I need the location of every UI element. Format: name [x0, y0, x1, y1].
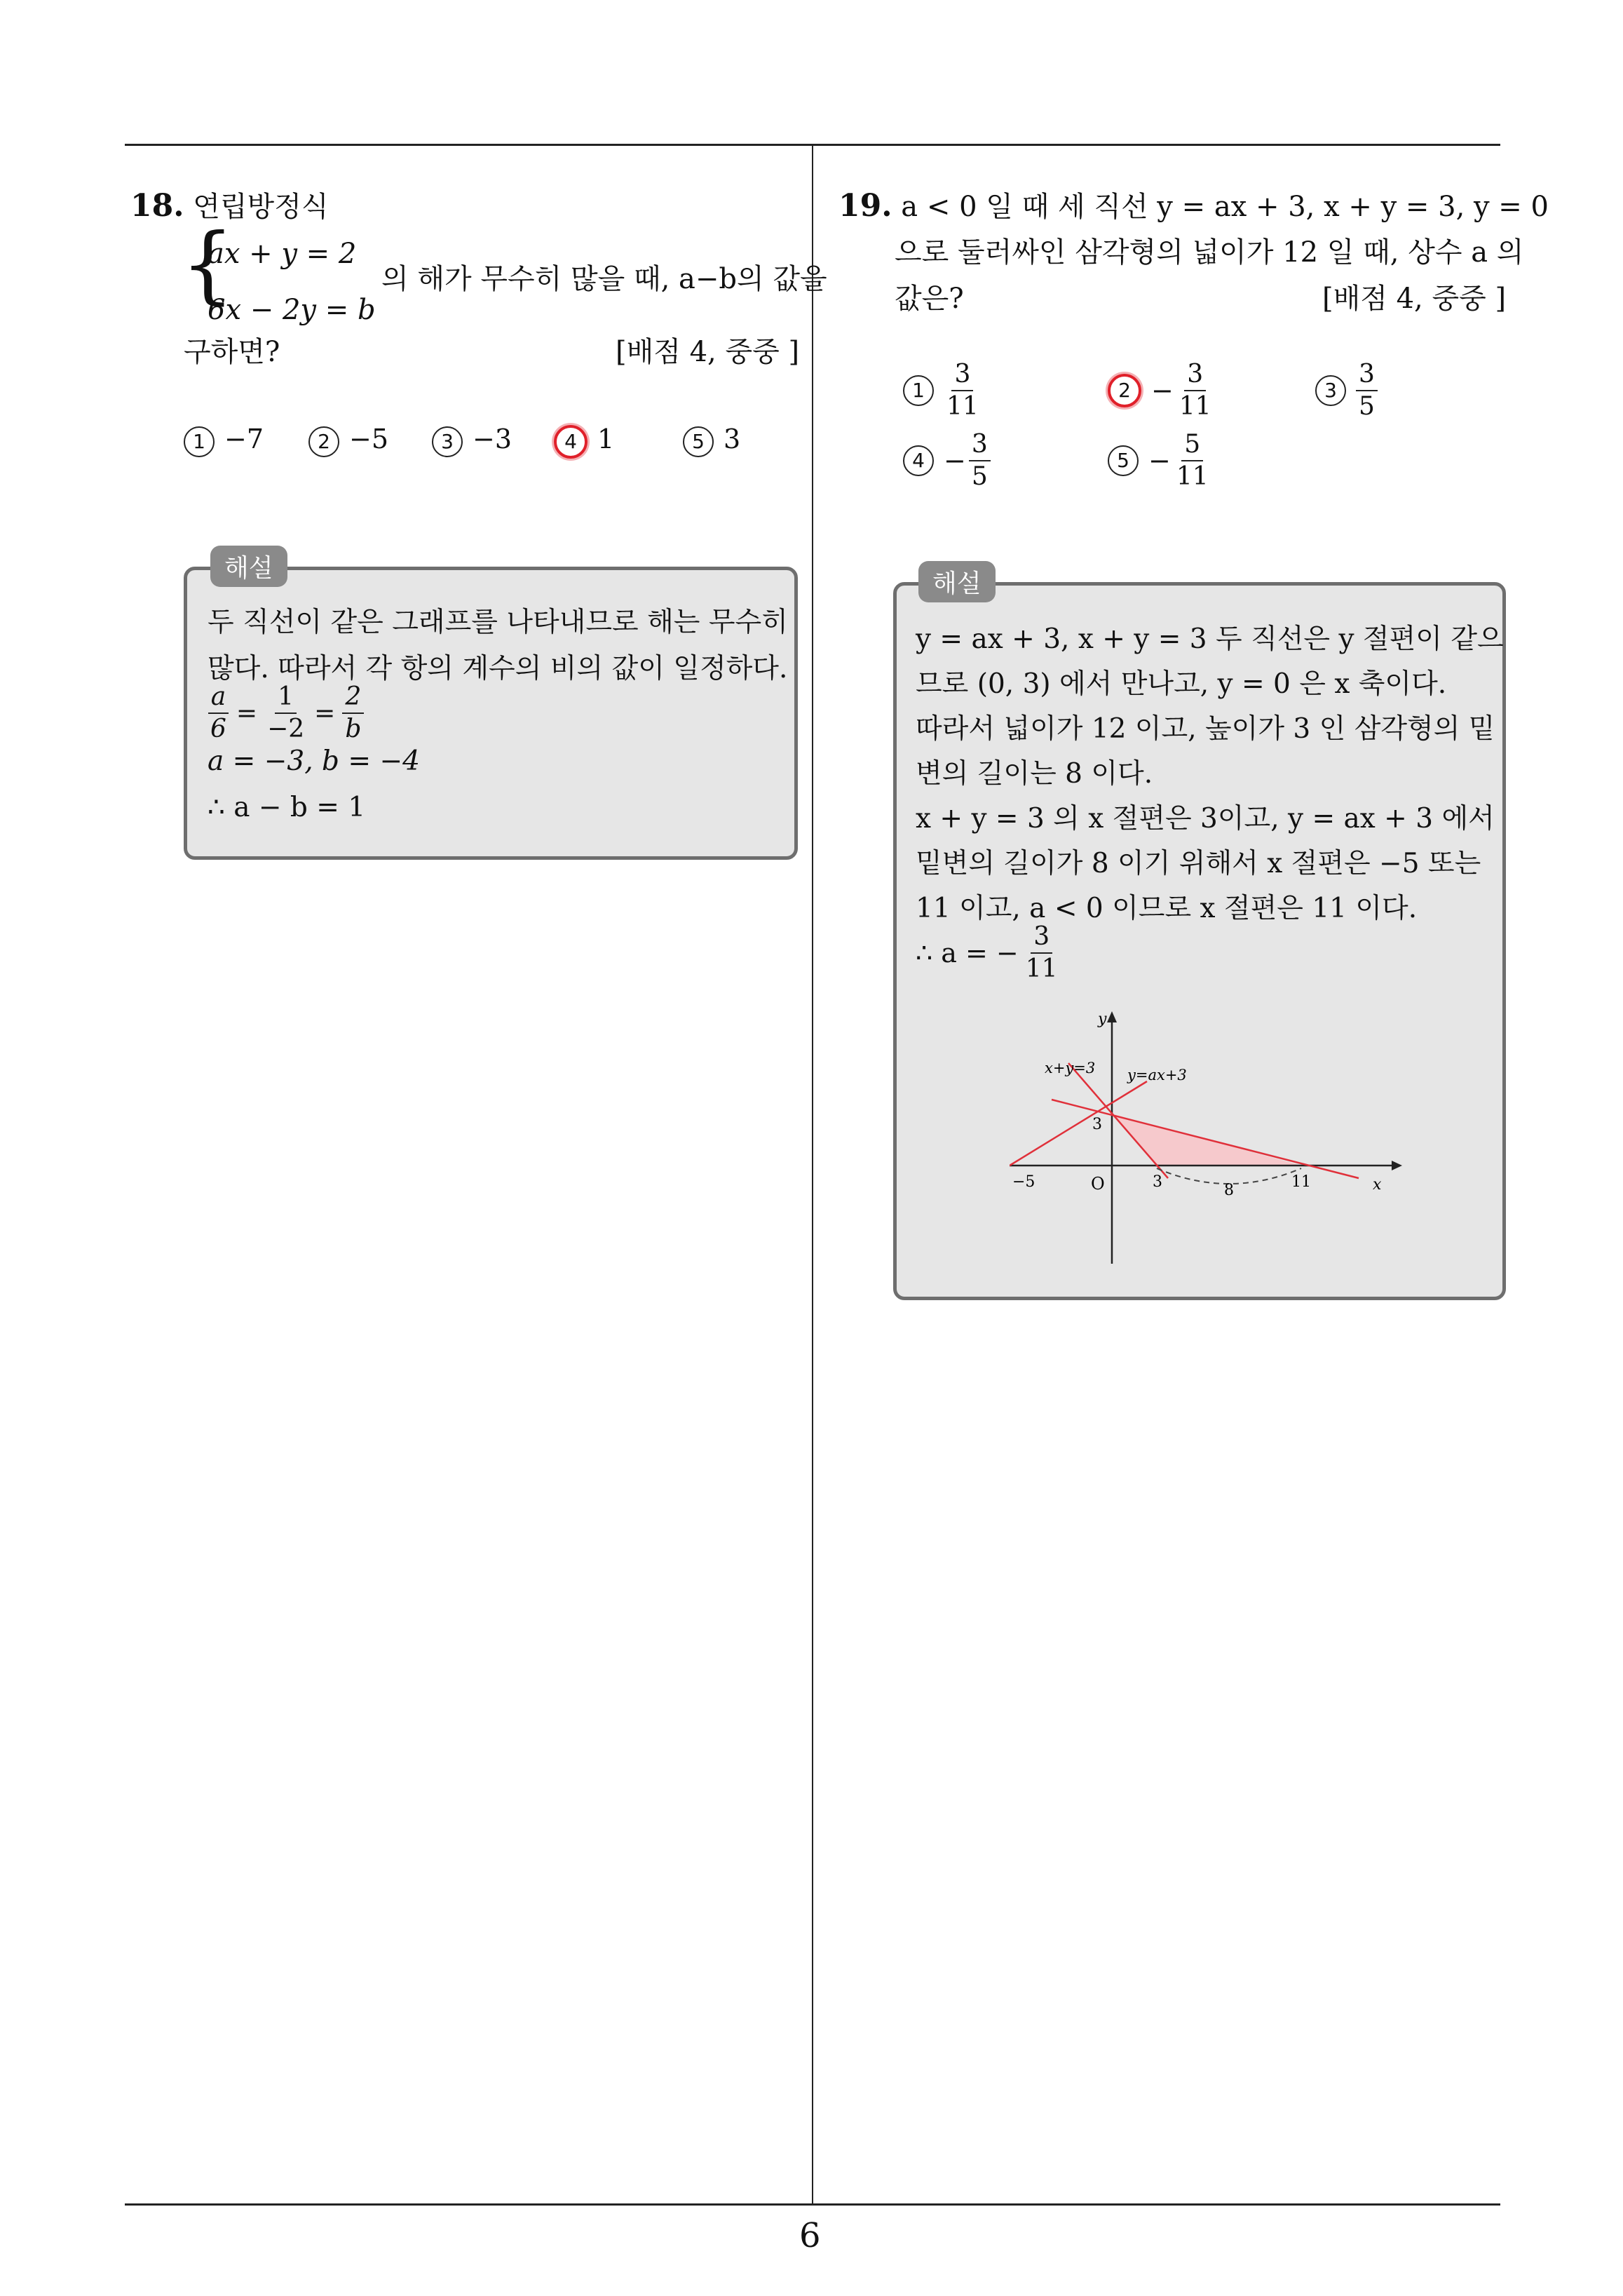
q19-graph-x-arrow [1392, 1161, 1402, 1170]
q19-choice-3[interactable] [1315, 362, 1378, 419]
q18-ratio-frac3 [342, 684, 364, 742]
q19-sol-l1: y = ax + 3, x + y = 3 두 직선은 y 절편이 같으 [916, 623, 1504, 655]
q19-graph-tick-y3: 3 [1092, 1116, 1102, 1133]
q19-sol-l4: 변의 길이는 8 이다. [916, 758, 1153, 790]
q18-choice-3[interactable] [432, 424, 512, 457]
q18-choice-1[interactable] [184, 424, 264, 457]
q18-ratio-frac3-num: 2 [342, 684, 364, 714]
q19-choice-fraction [1356, 362, 1378, 419]
q18-choice-4[interactable] [554, 424, 614, 459]
q19-choice-fraction [944, 362, 982, 419]
q19-sol-l3: 따라서 넓이가 12 이고, 높이가 3 인 삼각형의 밑 [916, 713, 1495, 745]
choice-number-mark: 3 [432, 426, 463, 457]
q19-choice-num: 3 [969, 432, 991, 461]
q19-choice-num: 3 [1184, 362, 1206, 391]
q19-sol-l8-prefix: ∴ a = − [916, 938, 1019, 968]
q19-choice-fraction [1174, 432, 1211, 489]
q19-choice-fraction [969, 432, 991, 489]
q19-choice-num: 3 [951, 362, 973, 391]
q19-graph-tick-3: 3 [1153, 1173, 1162, 1191]
q18-ratio-frac1-num: a [208, 684, 229, 714]
q19-choice-4[interactable] [903, 432, 991, 489]
page-number: 6 [799, 2216, 821, 2255]
q19-score: [배점 4, 중중 ] [1322, 283, 1507, 315]
q19-line2: 으로 둘러싸인 삼각형의 넓이가 12 일 때, 상수 a 의 [895, 236, 1524, 269]
q19-graph-y-arrow [1107, 1011, 1117, 1022]
choice-number-mark: 1 [903, 375, 934, 406]
q19-sol-l5: x + y = 3 의 x 절편은 3이고, y = ax + 3 에서 [916, 803, 1495, 835]
q19-graph-y-label: y [1098, 1011, 1107, 1028]
q18-sol-line5: ∴ a − b = 1 [208, 792, 366, 823]
q19-graph-tick-neg5: −5 [1012, 1173, 1035, 1191]
q19-graph [1010, 1010, 1402, 1276]
q19-graph-base-length: 8 [1224, 1182, 1234, 1199]
q18-choice-2[interactable] [308, 424, 388, 457]
choice-number-mark: 4 [554, 425, 588, 459]
q18-ask: 구하면? [184, 336, 280, 368]
q18-choice-value: 1 [597, 424, 615, 454]
choice-number-mark: 2 [308, 426, 339, 457]
choice-number-mark: 4 [903, 445, 934, 476]
choice-number-mark: 5 [683, 426, 714, 457]
q19-choice-1[interactable] [903, 362, 982, 419]
q18-number-label: 18. [130, 188, 184, 224]
choice-number-mark: 5 [1108, 445, 1139, 476]
q19-choice-num: 3 [1356, 362, 1378, 391]
q18-system-brace: { [181, 216, 235, 313]
q19-choice-sign: − [1148, 445, 1171, 476]
q19-number-label: 19. [838, 188, 892, 224]
q18-eq1: ax + y = 2 [208, 238, 357, 270]
q19-graph-origin: O [1091, 1174, 1105, 1194]
q18-ratio-eq2: = [314, 698, 336, 728]
q18-ratio-frac2 [264, 684, 307, 742]
q19-choice-den: 11 [946, 392, 979, 421]
q18-ratio-frac2-num: 1 [275, 684, 297, 714]
q18-choice-value: −7 [224, 424, 264, 454]
q19-sol-l8-num: 3 [1031, 924, 1052, 954]
q19-choice-2[interactable] [1108, 362, 1214, 419]
q19-graph-tick-11: 11 [1291, 1173, 1311, 1191]
q18-solution-tag: 해설 [210, 546, 287, 587]
q18-choice-5[interactable] [683, 424, 740, 457]
q18-sol-ratio [208, 684, 364, 742]
q18-condition: 의 해가 무수히 많을 때, a−b의 값을 [381, 263, 827, 295]
choice-number-mark: 3 [1315, 375, 1346, 406]
q19-graph-label-line2: y=ax+3 [1127, 1067, 1187, 1083]
q19-choice-den: 5 [1359, 392, 1375, 421]
q19-solution-tag: 해설 [918, 561, 996, 602]
q19-choice-den: 11 [1179, 392, 1211, 421]
q18-eq2: 6x − 2y = b [208, 294, 376, 326]
q18-choice-value: 3 [724, 424, 741, 454]
q19-sol-l7: 11 이고, a < 0 이므로 x 절편은 11 이다. [916, 893, 1418, 924]
q18-choice-value: −3 [473, 424, 512, 454]
choice-number-mark: 1 [184, 426, 215, 457]
q19-sol-l8-den: 11 [1025, 954, 1058, 983]
q19-choice-fraction [1176, 362, 1214, 419]
q18-ratio-frac3-den: b [345, 715, 362, 743]
q18-choice-value: −5 [349, 424, 389, 454]
q19-graph-label-line1: x+y=3 [1045, 1060, 1096, 1076]
q18-intro: 연립방정식 [193, 191, 329, 223]
q19-sol-l6: 밑변의 길이가 8 이기 위해서 x 절편은 −5 또는 [916, 848, 1481, 879]
q19-choice-sign: − [944, 445, 966, 476]
q19-choice-den: 11 [1176, 462, 1209, 491]
q19-line1 [838, 184, 1549, 229]
bottom-rule [125, 2203, 1500, 2206]
column-divider [812, 144, 813, 2206]
q19-choice-5[interactable] [1108, 432, 1211, 489]
q18-ratio-frac2-den: −2 [267, 715, 305, 743]
q19-line1-text: a < 0 일 때 세 직선 y = ax + 3, x + y = 3, y = 0 [901, 191, 1549, 223]
q18-sol-line1: 두 직선이 같은 그래프를 나타내므로 해는 무수히 [208, 607, 788, 638]
q18-ratio-frac1-den: 6 [210, 715, 226, 743]
q19-choice-num: 5 [1181, 432, 1203, 461]
q18-ratio-eq1: = [236, 698, 258, 728]
q19-sol-l8 [916, 924, 1061, 982]
q19-graph-x-label: x [1373, 1176, 1382, 1194]
choice-number-mark: 2 [1108, 374, 1141, 407]
q19-line3: 값은? [895, 283, 964, 315]
q18-sol-line4: a = −3, b = −4 [208, 745, 420, 777]
q18-ratio-frac1 [208, 684, 229, 742]
q19-choice-sign: − [1151, 375, 1174, 406]
q18-sol-line2: 많다. 따라서 각 항의 계수의 비의 값이 일정하다. [208, 653, 788, 684]
q19-choice-den: 5 [971, 462, 988, 491]
q19-sol-l8-frac [1023, 924, 1061, 982]
q18-score: [배점 4, 중중 ] [616, 336, 800, 368]
q19-sol-l2: 므로 (0, 3) 에서 만나고, y = 0 은 x 축이다. [916, 668, 1447, 700]
